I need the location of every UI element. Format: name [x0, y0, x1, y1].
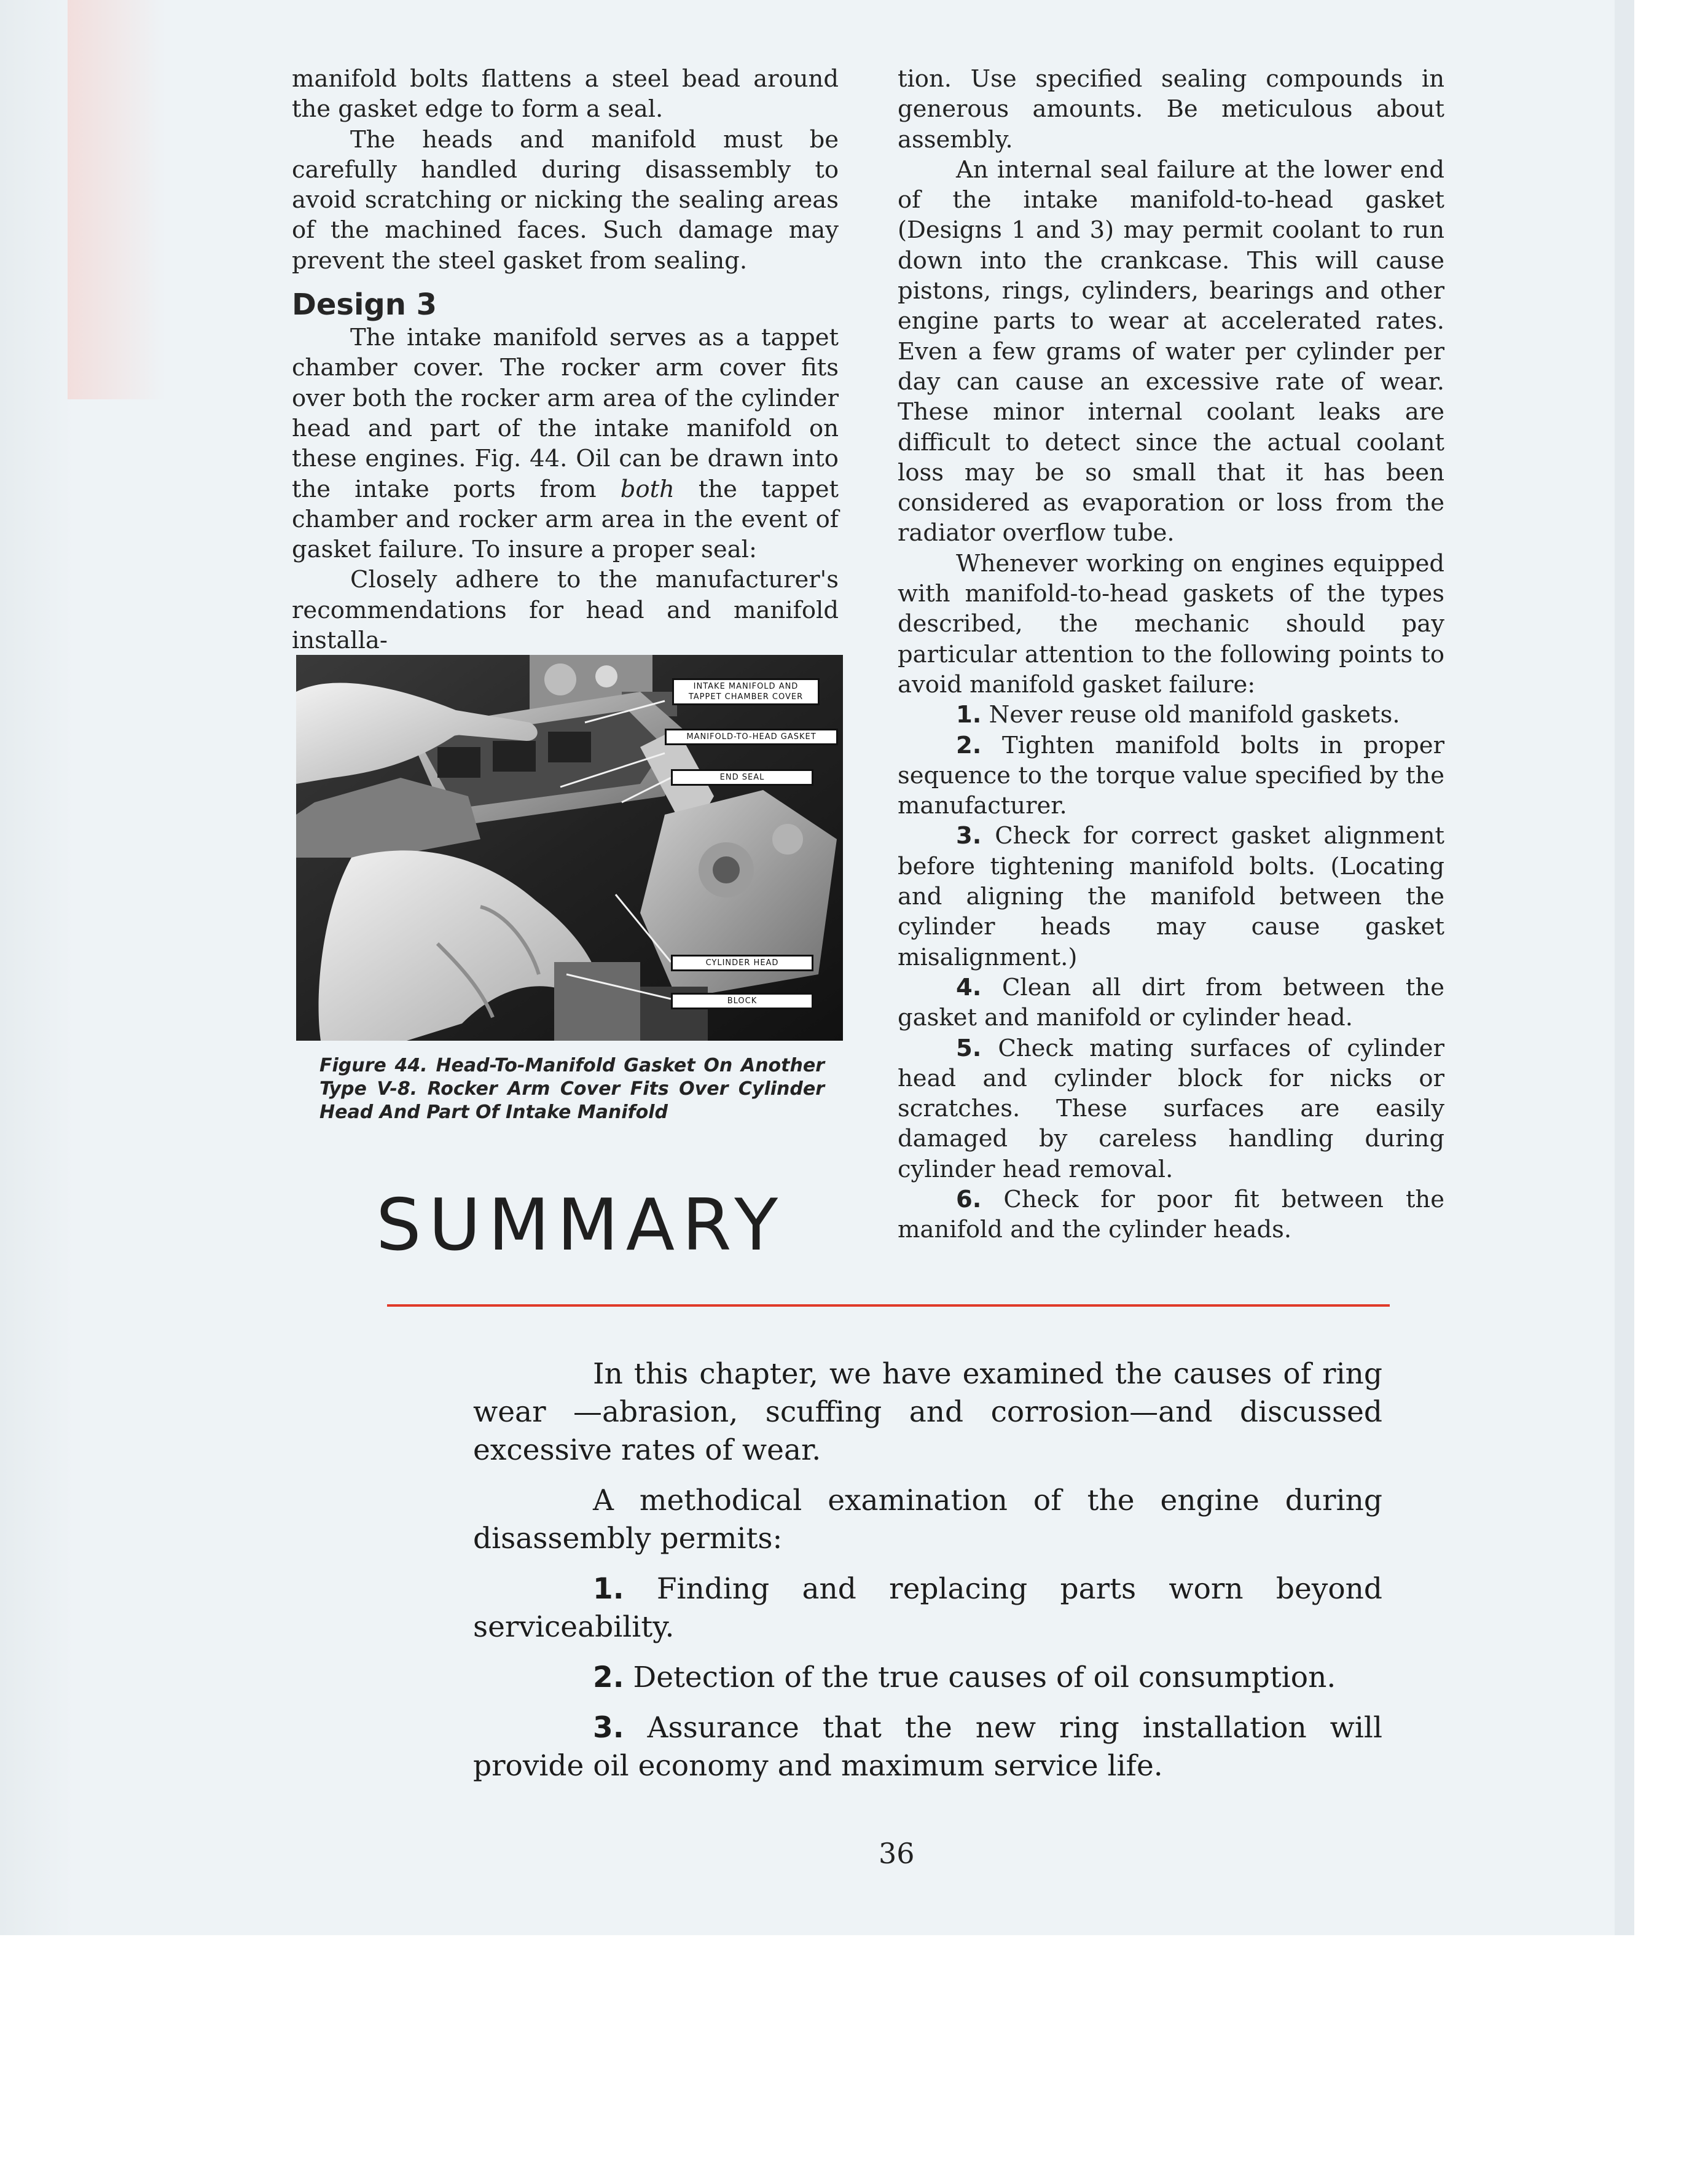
summary-list-item-text: Finding and replacing parts worn beyond serviceability. — [473, 1572, 1382, 1644]
left-paragraph-3-emphasis: both — [620, 475, 675, 503]
label-cylinder-head: CYLINDER HEAD — [671, 955, 813, 971]
left-paragraph-2: The heads and manifold must be carefully handled during disassembly to avoid scratching or nicking the sealing areas of the machined faces. Such damage may prevent the steel gasket from sealing. — [292, 125, 839, 275]
summary-title: SUMMARY — [376, 1184, 786, 1267]
page-right-edge — [1615, 0, 1634, 1935]
page-number: 36 — [879, 1837, 915, 1870]
summary-list-item-text: Detection of the true causes of oil consumption. — [633, 1661, 1336, 1694]
summary-paragraph-1: In this chapter, we have examined the causes of ring wear —abrasion, scuffing and corrosion—and discussed excessive rates of wear. — [473, 1357, 1382, 1467]
checklist-item-text: Never reuse old manifold gaskets. — [989, 701, 1400, 729]
checklist-item-text: Clean all dirt from between the gasket and manifold or cylinder head. — [898, 973, 1444, 1032]
label-block: BLOCK — [671, 993, 813, 1009]
engine-photo-illustration — [296, 655, 843, 1041]
left-paragraph-3-text-a: The intake manifold serves as a tappet chamber cover. The rocker arm cover fits over both the rocker arm area of the cylinder head and part of the intake manifold on these engines. Fig. 44. Oil can be drawn into the intake ports from — [292, 324, 839, 503]
checklist-item-number: 2. — [956, 731, 982, 759]
checklist-item-text: Check for correct gasket alignment before tightening manifold bolts. (Locating and aligning the manifold between the cylinder heads may cause gasket misalignment.) — [898, 822, 1444, 971]
checklist-item — [898, 1184, 1444, 1245]
right-paragraph-1: tion. Use specified sealing compounds in generous amounts. Be meticulous about assembly. — [898, 65, 1444, 154]
summary-list-item-text: Assurance that the new ring installation will provide oil economy and maximum service life. — [473, 1711, 1382, 1783]
left-paragraph-3-text-b: the tappet chamber and rocker arm area in the event of gasket failure. To insure a proper seal: — [292, 475, 839, 564]
checklist-item-number: 6. — [956, 1185, 982, 1213]
label-intake-manifold: INTAKE MANIFOLD AND TAPPET CHAMBER COVER — [672, 678, 820, 705]
right-paragraph-3: Whenever working on engines equipped with manifold-to-head gaskets of the types described, the mechanic should pay particular attention to the following points to avoid manifold gasket failure: — [898, 549, 1444, 699]
design-3-heading: Design 3 — [292, 288, 437, 323]
summary-list-item — [473, 1659, 1382, 1697]
left-paragraph-3 — [292, 323, 839, 565]
summary-list-item-number: 2. — [593, 1661, 624, 1694]
checklist-item — [898, 1033, 1444, 1184]
label-end-seal: END SEAL — [671, 769, 813, 786]
summary-body — [473, 1355, 1382, 1785]
checklist-item — [898, 821, 1444, 972]
label-manifold-gasket: MANIFOLD-TO-HEAD GASKET — [665, 729, 838, 745]
page-left-edge — [0, 0, 74, 1935]
checklist-item — [898, 730, 1444, 821]
left-paragraph-4: Closely adhere to the manufacturer's recommendations for head and manifold installa- — [292, 566, 839, 655]
checklist-item-text: Check for poor fit between the manifold and the cylinder heads. — [898, 1185, 1444, 1244]
checklist-item-text: Tighten manifold bolts in proper sequence to the torque value specified by the manufacturer. — [898, 731, 1444, 820]
checklist-item-number: 5. — [956, 1034, 982, 1062]
page-red-tint — [68, 0, 166, 399]
engine-photo-figure — [296, 655, 843, 1041]
checklist-item-number: 4. — [956, 973, 982, 1001]
figure-caption: Figure 44. Head-To-Manifold Gasket On Another Type V-8. Rocker Arm Cover Fits Over Cylinder Head And Part Of Intake Manifold — [319, 1055, 825, 1123]
summary-list-item-number: 3. — [593, 1711, 624, 1745]
checklist-item-number: 1. — [956, 701, 982, 729]
checklist-item-text: Check mating surfaces of cylinder head and cylinder block for nicks or scratches. These surfaces are easily damaged by careless handling during cylinder head removal. — [898, 1034, 1444, 1183]
right-text-column — [898, 64, 1444, 1245]
summary-paragraph-2: A methodical examination of the engine during disassembly permits: — [473, 1484, 1382, 1556]
summary-divider — [387, 1304, 1390, 1307]
checklist-item — [898, 972, 1444, 1033]
checklist-item-number: 3. — [956, 822, 982, 850]
left-paragraph-1: manifold bolts flattens a steel bead around the gasket edge to form a seal. — [292, 65, 839, 123]
left-text-column — [292, 64, 839, 655]
right-paragraph-2: An internal seal failure at the lower end of the intake manifold-to-head gasket (Designs 1 and 3) may permit coolant to run down into the crankcase. This will cause pistons, rings, cylinders, bearings and other engine parts to wear at accelerated rates. Even a few grams of water per cylinder per day can cause an excessive rate of wear. These minor internal coolant leaks are difficult to detect since the actual coolant loss may be so small that it has been considered as evaporation or loss from the radiator overflow tube. — [898, 155, 1444, 547]
checklist-item — [898, 700, 1444, 730]
summary-list-item-number: 1. — [593, 1572, 624, 1606]
summary-list-item — [473, 1570, 1382, 1646]
summary-list-item — [473, 1709, 1382, 1785]
